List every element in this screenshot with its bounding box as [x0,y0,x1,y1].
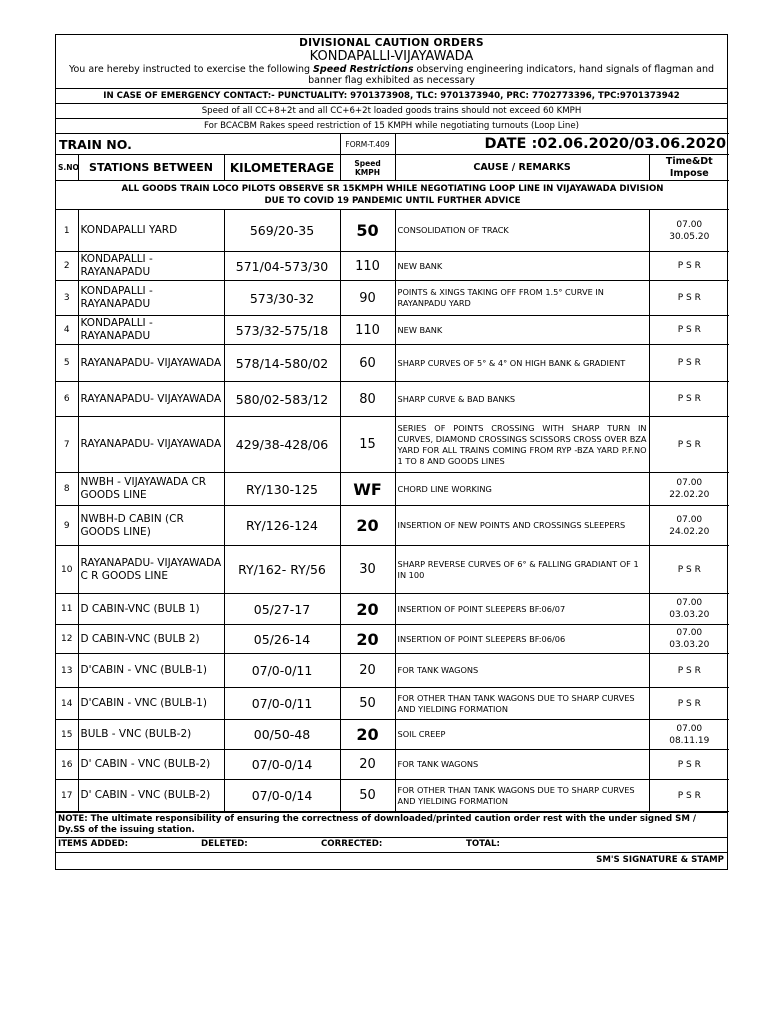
row-cause: SOIL CREEP [395,720,649,750]
row-stations: D' CABIN - VNC (BULB-2) [78,780,224,812]
caution-table [56,133,729,812]
row-speed: 90 [340,281,395,316]
row-sno: 6 [56,382,78,417]
instruction-pre: You are hereby instructed to exercise the following [68,64,314,75]
row-stations: RAYANAPADU- VIJAYAWADA C R GOODS LINE [78,546,224,594]
caution-row [56,316,729,345]
row-stations: D' CABIN - VNC (BULB-2) [78,750,224,780]
row-cause: FOR OTHER THAN TANK WAGONS DUE TO SHARP CURVES AND YIELDING FORMATION [395,780,649,812]
row-stations: BULB - VNC (BULB-2) [78,720,224,750]
row-cause: CONSOLIDATION OF TRACK [395,210,649,252]
row-stations: RAYANAPADU- VIJAYAWADA [78,345,224,382]
row-cause: FOR TANK WAGONS [395,750,649,780]
row-cause: NEW BANK [395,316,649,345]
row-kilometerage: 07/0-0/14 [224,750,340,780]
row-kilometerage: 578/14-580/02 [224,345,340,382]
row-kilometerage: 07/0-0/11 [224,688,340,720]
caution-row [56,750,729,780]
caution-row [56,654,729,688]
form-label: FORM-T.409 [340,134,395,155]
row-time-imposed: P S R [649,750,729,780]
row-kilometerage: 05/27-17 [224,594,340,625]
row-kilometerage: 571/04-573/30 [224,252,340,281]
corrected-label: CORRECTED: [321,839,383,849]
row-stations: NWBH-D CABIN (CR GOODS LINE) [78,506,224,546]
row-stations: D CABIN-VNC (BULB 2) [78,625,224,654]
speed-note: Speed of all CC+8+2t and all CC+6+2t loaded goods trains should not exceed 60 KMPH [56,103,727,118]
row-stations: KONDAPALLI - RAYANAPADU [78,252,224,281]
row-cause: SHARP CURVE & BAD BANKS [395,382,649,417]
row-kilometerage: 05/26-14 [224,625,340,654]
row-time-imposed: 07.00 03.03.20 [649,594,729,625]
caution-row [56,382,729,417]
row-kilometerage: RY/130-125 [224,473,340,506]
caution-rows [56,210,729,812]
row-cause: FOR OTHER THAN TANK WAGONS DUE TO SHARP CURVES AND YIELDING FORMATION [395,688,649,720]
caution-row [56,780,729,812]
caution-row [56,720,729,750]
all-goods-note: ALL GOODS TRAIN LOCO PILOTS OBSERVE SR 15KMPH WHILE NEGOTIATING LOOP LINE IN VIJAYAWADA DIVISION DUE TO COVID 19 PANDEMIC UNTIL FURTHER ADVICE [56,181,729,210]
date-label: DATE :02.06.2020/03.06.2020 [395,134,729,155]
row-speed: 20 [340,750,395,780]
bcacbm-note: For BCACBM Rakes speed restriction of 15 KMPH while negotiating turnouts (Loop Line) [56,118,727,133]
row-kilometerage: 573/32-575/18 [224,316,340,345]
col-time: Time&Dt Impose [649,155,729,181]
row-kilometerage: 429/38-428/06 [224,417,340,473]
row-cause: SERIES OF POINTS CROSSING WITH SHARP TURN IN CURVES, DIAMOND CROSSINGS SCISSORS CROSS OVER BZA YARD FOR ALL TRAINS COMING FROM RYP -BZA YARD P.F.NO 1 TO 8 AND GOODS LINES [395,417,649,473]
row-speed: 80 [340,382,395,417]
row-cause: INSERTION OF NEW POINTS AND CROSSINGS SLEEPERS [395,506,649,546]
responsibility-note: NOTE: The ultimate responsibility of ensuring the correctness of downloaded/printed caution order rest with the under signed SM / Dy.SS of the issuing station. [56,812,727,837]
row-time-imposed: 07.00 24.02.20 [649,506,729,546]
row-speed: 30 [340,546,395,594]
deleted-label: DELETED: [201,839,248,849]
row-cause: CHORD LINE WORKING [395,473,649,506]
row-sno: 10 [56,546,78,594]
row-speed: 50 [340,210,395,252]
row-sno: 7 [56,417,78,473]
row-speed: 15 [340,417,395,473]
row-time-imposed: 07.00 30.05.20 [649,210,729,252]
row-sno: 17 [56,780,78,812]
items-row [56,837,727,852]
row-time-imposed: P S R [649,316,729,345]
row-kilometerage: 07/0-0/14 [224,780,340,812]
row-speed: 50 [340,780,395,812]
row-kilometerage: 00/50-48 [224,720,340,750]
row-time-imposed: P S R [649,654,729,688]
col-cause: CAUSE / REMARKS [395,155,649,181]
row-kilometerage: RY/162- RY/56 [224,546,340,594]
caution-row [56,345,729,382]
caution-order-document [55,34,728,870]
row-cause: INSERTION OF POINT SLEEPERS BF:06/06 [395,625,649,654]
row-stations: D'CABIN - VNC (BULB-1) [78,654,224,688]
row-speed: 60 [340,345,395,382]
row-cause: FOR TANK WAGONS [395,654,649,688]
instruction-text [56,64,727,88]
row-cause: NEW BANK [395,252,649,281]
row-sno: 14 [56,688,78,720]
row-sno: 4 [56,316,78,345]
caution-row [56,625,729,654]
row-kilometerage: 580/02-583/12 [224,382,340,417]
row-stations: RAYANAPADU- VIJAYAWADA [78,417,224,473]
row-speed: 110 [340,316,395,345]
row-kilometerage: 569/20-35 [224,210,340,252]
row-stations: RAYANAPADU- VIJAYAWADA [78,382,224,417]
row-stations: NWBH - VIJAYAWADA CR GOODS LINE [78,473,224,506]
row-time-imposed: P S R [649,546,729,594]
row-sno: 2 [56,252,78,281]
caution-row [56,473,729,506]
caution-row [56,594,729,625]
row-time-imposed: P S R [649,252,729,281]
row-time-imposed: P S R [649,688,729,720]
row-kilometerage: 07/0-0/11 [224,654,340,688]
caution-row [56,417,729,473]
row-sno: 13 [56,654,78,688]
signature-stamp-label: SM'S SIGNATURE & STAMP [56,852,727,869]
section-name: KONDAPALLI-VIJAYAWADA [309,49,474,64]
col-sno: S.NO [56,155,78,181]
row-time-imposed: 07.00 22.02.20 [649,473,729,506]
row-speed: 20 [340,720,395,750]
row-cause: POINTS & XINGS TAKING OFF FROM 1.5° CURVE IN RAYANPADU YARD [395,281,649,316]
items-added-label: ITEMS ADDED: [58,839,129,849]
row-speed: 20 [340,625,395,654]
caution-row [56,281,729,316]
emergency-contacts: IN CASE OF EMERGENCY CONTACT:- PUNCTUALITY: 9701373908, TLC: 9701373940, PRC: 7702773396, TPC:9701373942 [56,88,727,103]
row-sno: 11 [56,594,78,625]
row-sno: 16 [56,750,78,780]
train-row [56,134,729,155]
row-speed: 110 [340,252,395,281]
row-cause: SHARP REVERSE CURVES OF 6° & FALLING GRADIANT OF 1 IN 100 [395,546,649,594]
caution-row [56,210,729,252]
document-header [56,35,727,88]
caution-row [56,506,729,546]
row-sno: 3 [56,281,78,316]
all-goods-row [56,181,729,210]
row-sno: 12 [56,625,78,654]
row-sno: 5 [56,345,78,382]
col-stations: STATIONS BETWEEN [78,155,224,181]
row-speed: WF [340,473,395,506]
row-stations: KONDAPALLI YARD [78,210,224,252]
row-time-imposed: P S R [649,345,729,382]
row-stations: D CABIN-VNC (BULB 1) [78,594,224,625]
row-sno: 15 [56,720,78,750]
row-speed: 20 [340,506,395,546]
row-time-imposed: P S R [649,417,729,473]
instruction-post: observing engineering indicators, hand signals of flagman and banner flag exhibited as necessary [308,64,715,86]
row-speed: 20 [340,594,395,625]
instruction-emphasis: Speed Restrictions [313,64,414,75]
column-header-row [56,155,729,181]
document-title: DIVISIONAL CAUTION ORDERS [299,37,484,49]
row-cause: INSERTION OF POINT SLEEPERS BF:06/07 [395,594,649,625]
row-sno: 9 [56,506,78,546]
row-stations: KONDAPALLI - RAYANAPADU [78,316,224,345]
row-time-imposed: 07.00 08.11.19 [649,720,729,750]
caution-row [56,252,729,281]
row-time-imposed: P S R [649,780,729,812]
col-km: KILOMETERAGE [224,155,340,181]
row-time-imposed: 07.00 03.03.20 [649,625,729,654]
caution-row [56,688,729,720]
row-speed: 50 [340,688,395,720]
row-cause: SHARP CURVES OF 5° & 4° ON HIGH BANK & GRADIENT [395,345,649,382]
train-no-label: TRAIN NO. [56,134,340,155]
row-sno: 1 [56,210,78,252]
row-kilometerage: RY/126-124 [224,506,340,546]
total-label: TOTAL: [466,839,500,849]
row-sno: 8 [56,473,78,506]
col-speed: Speed KMPH [340,155,395,181]
caution-row [56,546,729,594]
row-stations: D'CABIN - VNC (BULB-1) [78,688,224,720]
row-speed: 20 [340,654,395,688]
row-time-imposed: P S R [649,281,729,316]
row-kilometerage: 573/30-32 [224,281,340,316]
row-time-imposed: P S R [649,382,729,417]
row-stations: KONDAPALLI - RAYANAPADU [78,281,224,316]
